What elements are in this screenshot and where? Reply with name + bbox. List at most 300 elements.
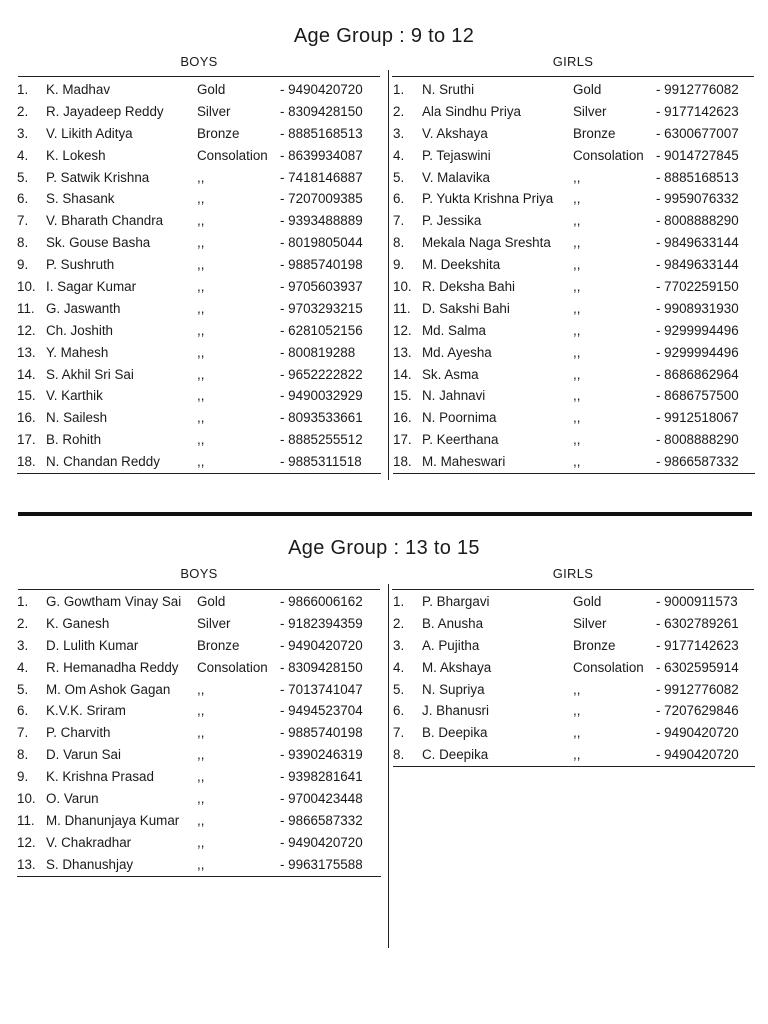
girls-list: [393, 79, 755, 474]
award-label: ,,: [573, 703, 581, 719]
row-number: 3.: [393, 637, 405, 653]
phone-number: - 9393488889: [280, 213, 363, 229]
phone-number: - 9908931930: [656, 300, 739, 316]
row-number: 5.: [17, 169, 29, 185]
award-label: ,,: [197, 235, 205, 251]
participant-name: S. Akhil Sri Sai: [46, 366, 134, 382]
list-item: [17, 832, 381, 854]
award-label: ,,: [197, 747, 205, 763]
participant-name: Md. Ayesha: [422, 344, 492, 360]
award-label: Consolation: [197, 147, 268, 163]
award-label: ,,: [573, 432, 581, 448]
phone-number: - 7702259150: [656, 279, 739, 295]
row-number: 17.: [17, 432, 36, 448]
award-label: ,,: [573, 747, 581, 763]
list-item: [393, 254, 755, 276]
list-item: [393, 210, 755, 232]
row-number: 16.: [17, 410, 36, 426]
award-label: Consolation: [573, 659, 644, 675]
list-item: [393, 591, 755, 613]
list-item: [17, 766, 381, 788]
phone-number: - 9912518067: [656, 410, 739, 426]
participant-name: K. Krishna Prasad: [46, 769, 154, 785]
award-label: ,,: [197, 279, 205, 295]
row-number: 1.: [17, 82, 29, 97]
row-number: 12.: [393, 322, 412, 338]
row-number: 15.: [17, 388, 36, 404]
row-number: 5.: [17, 681, 29, 697]
phone-number: - 9177142623: [656, 103, 739, 119]
participant-name: D. Varun Sai: [46, 747, 121, 763]
row-number: 1.: [393, 594, 405, 609]
participant-name: R. Jayadeep Reddy: [46, 103, 164, 119]
row-number: 2.: [17, 615, 29, 631]
row-number: 15.: [393, 388, 412, 404]
phone-number: - 9866587332: [280, 812, 363, 828]
participant-name: P. Bhargavi: [422, 594, 490, 609]
phone-number: - 9963175588: [280, 856, 363, 872]
phone-number: - 800819288: [280, 344, 356, 360]
participant-name: P. Yukta Krishna Priya: [422, 191, 554, 207]
phone-number: - 6300677007: [656, 125, 739, 141]
list-item: [393, 385, 755, 407]
participant-name: N. Supriya: [422, 681, 485, 697]
participant-name: N. Sruthi: [422, 82, 475, 97]
row-number: 8.: [17, 747, 29, 763]
list-item: [17, 810, 381, 832]
award-label: Silver: [197, 103, 231, 119]
participant-name: P. Jessika: [422, 213, 482, 229]
award-label: Gold: [573, 82, 602, 97]
award-label: ,,: [573, 454, 581, 470]
phone-number: - 9490420720: [280, 834, 363, 850]
row-number: 2.: [393, 103, 405, 119]
row-number: 17.: [393, 432, 412, 448]
list-item: [393, 276, 755, 298]
phone-number: - 9490032929: [280, 388, 363, 404]
phone-number: - 9705603937: [280, 279, 363, 295]
phone-number: - 9014727845: [656, 147, 739, 163]
award-label: ,,: [573, 410, 581, 426]
award-label: ,,: [573, 279, 581, 295]
row-number: 10.: [17, 279, 36, 295]
award-label: ,,: [197, 703, 205, 719]
phone-number: - 9490420720: [656, 747, 739, 763]
award-label: Silver: [573, 615, 607, 631]
award-label: ,,: [573, 681, 581, 697]
award-label: Gold: [197, 594, 226, 609]
phone-number: - 9912776082: [656, 82, 739, 97]
list-item: [393, 429, 755, 451]
list-item: [17, 854, 381, 877]
row-number: 18.: [17, 454, 36, 470]
participant-name: M. Akshaya: [422, 659, 492, 675]
list-item: [17, 167, 381, 189]
phone-number: - 9866587332: [656, 454, 739, 470]
participant-name: S. Shasank: [46, 191, 115, 207]
phone-number: - 8093533661: [280, 410, 363, 426]
award-label: ,,: [197, 169, 205, 185]
phone-number: - 9000911573: [656, 594, 738, 609]
participant-name: D. Sakshi Bahi: [422, 300, 510, 316]
row-number: 9.: [17, 769, 29, 785]
list-item: [17, 101, 381, 123]
participant-name: N. Chandan Reddy: [46, 454, 160, 470]
award-label: ,,: [197, 454, 205, 470]
row-number: 4.: [393, 659, 405, 675]
list-item: [17, 635, 381, 657]
row-number: 10.: [393, 279, 412, 295]
list-item: [393, 744, 755, 767]
participant-name: N. Jahnavi: [422, 388, 486, 404]
list-item: [17, 429, 381, 451]
award-label: Bronze: [197, 637, 240, 653]
row-number: 11.: [17, 812, 35, 828]
participant-name: V. Likith Aditya: [46, 125, 133, 141]
phone-number: - 8885168513: [656, 169, 739, 185]
row-number: 11.: [393, 300, 411, 316]
phone-number: - 9959076332: [656, 191, 739, 207]
list-item: [393, 232, 755, 254]
phone-number: - 9299994496: [656, 344, 739, 360]
row-number: 14.: [393, 366, 412, 382]
participant-name: Y. Mahesh: [46, 344, 109, 360]
row-number: 8.: [393, 747, 405, 763]
phone-number: - 9866006162: [280, 594, 363, 609]
list-item: [17, 210, 381, 232]
phone-number: - 9299994496: [656, 322, 739, 338]
award-label: ,,: [573, 191, 581, 207]
award-label: ,,: [197, 388, 205, 404]
award-label: ,,: [197, 769, 205, 785]
participant-name: C. Deepika: [422, 747, 489, 763]
phone-number: - 9703293215: [280, 300, 363, 316]
phone-number: - 8885255512: [280, 432, 363, 448]
award-label: ,,: [197, 213, 205, 229]
award-label: ,,: [573, 388, 581, 404]
row-number: 6.: [393, 191, 405, 207]
participant-name: Mekala Naga Sreshta: [422, 235, 551, 251]
list-item: [393, 700, 755, 722]
award-label: Gold: [197, 82, 226, 97]
row-number: 9.: [393, 257, 405, 273]
row-number: 2.: [17, 103, 29, 119]
phone-number: - 9885740198: [280, 257, 363, 273]
list-item: [393, 407, 755, 429]
list-item: [393, 123, 755, 145]
list-item: [17, 298, 381, 320]
participant-name: B. Rohith: [46, 432, 102, 448]
award-label: ,,: [573, 257, 581, 273]
phone-number: - 6302789261: [656, 615, 739, 631]
phone-number: - 8639934087: [280, 147, 363, 163]
section-title: Age Group : 9 to 12: [293, 25, 475, 47]
row-number: 3.: [17, 637, 29, 653]
participant-name: M. Om Ashok Gagan: [46, 681, 171, 697]
award-label: ,,: [197, 791, 205, 807]
award-label: Silver: [573, 103, 607, 119]
row-number: 12.: [17, 834, 36, 850]
list-item: [17, 657, 381, 679]
row-number: 3.: [17, 125, 29, 141]
phone-number: - 8686862964: [656, 366, 739, 382]
participant-name: M. Deekshita: [422, 257, 501, 273]
row-number: 6.: [17, 191, 29, 207]
participant-name: V. Karthik: [46, 388, 103, 404]
row-number: 6.: [393, 703, 405, 719]
participant-name: P. Satwik Krishna: [46, 169, 150, 185]
participant-name: V. Bharath Chandra: [46, 213, 164, 229]
participant-name: A. Pujitha: [422, 637, 480, 653]
participant-name: R. Deksha Bahi: [422, 279, 516, 295]
award-label: ,,: [197, 322, 205, 338]
participant-name: O. Varun: [46, 791, 99, 807]
phone-number: - 8008888290: [656, 213, 739, 229]
girls-heading: GIRLS: [552, 566, 594, 581]
participant-name: P. Sushruth: [46, 257, 115, 273]
award-label: ,,: [573, 235, 581, 251]
phone-number: - 7418146887: [280, 169, 363, 185]
list-item: [393, 364, 755, 386]
participant-name: Sk. Gouse Basha: [46, 235, 151, 251]
row-number: 18.: [393, 454, 412, 470]
boys-list: [17, 591, 381, 877]
participant-name: V. Akshaya: [422, 125, 488, 141]
award-label: ,,: [573, 344, 581, 360]
list-item: [393, 451, 755, 474]
row-number: 2.: [393, 615, 405, 631]
row-number: 13.: [17, 856, 36, 872]
phone-number: - 9885740198: [280, 725, 363, 741]
award-label: ,,: [197, 410, 205, 426]
participant-name: P. Keerthana: [422, 432, 499, 448]
award-label: ,,: [197, 300, 205, 316]
phone-number: - 7207009385: [280, 191, 363, 207]
list-item: [393, 679, 755, 701]
phone-number: - 8019805044: [280, 235, 363, 251]
list-item: [393, 635, 755, 657]
phone-number: - 6281052156: [280, 322, 363, 338]
phone-number: - 9177142623: [656, 637, 739, 653]
list-item: [17, 145, 381, 167]
award-label: ,,: [197, 681, 205, 697]
column-divider: [388, 584, 389, 948]
list-item: [17, 188, 381, 210]
phone-number: - 9490420720: [280, 637, 363, 653]
participant-name: N. Poornima: [422, 410, 497, 426]
row-number: 8.: [17, 235, 29, 251]
row-number: 7.: [17, 213, 29, 229]
award-label: ,,: [573, 300, 581, 316]
boys-heading: BOYS: [180, 54, 218, 69]
phone-number: - 9912776082: [656, 681, 739, 697]
row-number: 7.: [17, 725, 29, 741]
participant-name: P. Charvith: [46, 725, 111, 741]
phone-number: - 7013741047: [280, 681, 363, 697]
award-label: ,,: [197, 432, 205, 448]
list-item: [17, 700, 381, 722]
phone-number: - 7207629846: [656, 703, 739, 719]
list-item: [17, 788, 381, 810]
row-number: 9.: [17, 257, 29, 273]
award-label: Bronze: [197, 125, 240, 141]
list-item: [393, 657, 755, 679]
list-item: [393, 188, 755, 210]
section-title: Age Group : 13 to 15: [288, 537, 480, 559]
phone-number: - 9182394359: [280, 615, 363, 631]
row-number: 13.: [17, 344, 36, 360]
award-label: ,,: [573, 322, 581, 338]
row-number: 3.: [393, 125, 405, 141]
phone-number: - 8309428150: [280, 659, 363, 675]
row-number: 10.: [17, 791, 36, 807]
list-item: [17, 744, 381, 766]
boys-header-rule: [18, 76, 380, 77]
row-number: 1.: [17, 594, 29, 609]
award-label: ,,: [197, 834, 205, 850]
phone-number: - 9494523704: [280, 703, 363, 719]
award-label: Silver: [197, 615, 231, 631]
row-number: 6.: [17, 703, 29, 719]
row-number: 5.: [393, 169, 405, 185]
award-label: ,,: [573, 169, 581, 185]
participant-name: Sk. Asma: [422, 366, 479, 382]
girls-header-rule: [392, 589, 754, 590]
participant-name: G. Jaswanth: [46, 300, 121, 316]
list-item: [393, 320, 755, 342]
phone-number: - 6302595914: [656, 659, 739, 675]
list-item: [17, 232, 381, 254]
participant-name: S. Dhanushjay: [46, 856, 134, 872]
boys-list: [17, 79, 381, 474]
phone-number: - 8885168513: [280, 125, 363, 141]
participant-name: M. Dhanunjaya Kumar: [46, 812, 180, 828]
participant-name: N. Sailesh: [46, 410, 108, 426]
list-item: [17, 451, 381, 474]
list-item: [17, 123, 381, 145]
list-item: [17, 591, 381, 613]
boys-header-rule: [18, 589, 380, 590]
girls-list: [393, 591, 755, 767]
list-item: [17, 342, 381, 364]
phone-number: - 9490420720: [656, 725, 739, 741]
award-label: ,,: [197, 344, 205, 360]
phone-number: - 9652222822: [280, 366, 363, 382]
phone-number: - 8309428150: [280, 103, 363, 119]
phone-number: - 8008888290: [656, 432, 739, 448]
participant-name: M. Maheswari: [422, 454, 506, 470]
participant-name: R. Hemanadha Reddy: [46, 659, 179, 675]
row-number: 16.: [393, 410, 412, 426]
row-number: 11.: [17, 300, 35, 316]
list-item: [17, 613, 381, 635]
phone-number: - 9849633144: [656, 257, 739, 273]
list-item: [17, 722, 381, 744]
phone-number: - 8686757500: [656, 388, 739, 404]
award-label: ,,: [197, 366, 205, 382]
phone-number: - 9490420720: [280, 82, 363, 97]
list-item: [17, 385, 381, 407]
participant-name: V. Chakradhar: [46, 834, 132, 850]
award-label: Bronze: [573, 637, 616, 653]
participant-name: J. Bhanusri: [422, 703, 489, 719]
list-item: [17, 79, 381, 101]
list-item: [393, 101, 755, 123]
row-number: 4.: [393, 147, 405, 163]
phone-number: - 9700423448: [280, 791, 363, 807]
row-number: 7.: [393, 725, 405, 741]
participant-name: P. Tejaswini: [422, 147, 491, 163]
row-number: 4.: [17, 659, 29, 675]
row-number: 14.: [17, 366, 36, 382]
participant-name: G. Gowtham Vinay Sai: [46, 594, 182, 609]
row-number: 1.: [393, 82, 405, 97]
participant-name: I. Sagar Kumar: [46, 279, 137, 295]
list-item: [17, 407, 381, 429]
list-item: [393, 79, 755, 101]
row-number: 8.: [393, 235, 405, 251]
award-label: ,,: [197, 812, 205, 828]
phone-number: - 9398281641: [280, 769, 363, 785]
participant-name: B. Deepika: [422, 725, 488, 741]
award-label: ,,: [197, 856, 205, 872]
row-number: 7.: [393, 213, 405, 229]
list-item: [17, 276, 381, 298]
list-item: [393, 342, 755, 364]
award-label: ,,: [197, 725, 205, 741]
row-number: 5.: [393, 681, 405, 697]
participant-name: B. Anusha: [422, 615, 484, 631]
participant-name: Ch. Joshith: [46, 322, 113, 338]
list-item: [17, 679, 381, 701]
participant-name: K. Ganesh: [46, 615, 110, 631]
award-label: Gold: [573, 594, 602, 609]
row-number: 12.: [17, 322, 36, 338]
list-item: [393, 145, 755, 167]
girls-header-rule: [392, 76, 754, 77]
participant-name: K.V.K. Sriram: [46, 703, 126, 719]
column-divider: [388, 70, 389, 480]
row-number: 4.: [17, 147, 29, 163]
list-item: [393, 613, 755, 635]
award-label: ,,: [197, 257, 205, 273]
section-separator: [18, 512, 752, 516]
award-label: Bronze: [573, 125, 616, 141]
phone-number: - 9849633144: [656, 235, 739, 251]
award-label: ,,: [197, 191, 205, 207]
phone-number: - 9390246319: [280, 747, 363, 763]
participant-name: K. Lokesh: [46, 147, 106, 163]
phone-number: - 9885311518: [280, 454, 362, 470]
list-item: [17, 320, 381, 342]
boys-heading: BOYS: [180, 566, 218, 581]
award-label: ,,: [573, 366, 581, 382]
participant-name: K. Madhav: [46, 82, 111, 97]
award-label: Consolation: [197, 659, 268, 675]
award-label: Consolation: [573, 147, 644, 163]
participant-name: Ala Sindhu Priya: [422, 103, 521, 119]
participant-name: V. Malavika: [422, 169, 490, 185]
row-number: 13.: [393, 344, 412, 360]
participant-name: Md. Salma: [422, 322, 486, 338]
list-item: [393, 722, 755, 744]
award-label: ,,: [573, 213, 581, 229]
girls-heading: GIRLS: [552, 54, 594, 69]
list-item: [393, 167, 755, 189]
award-label: ,,: [573, 725, 581, 741]
list-item: [17, 364, 381, 386]
list-item: [393, 298, 755, 320]
